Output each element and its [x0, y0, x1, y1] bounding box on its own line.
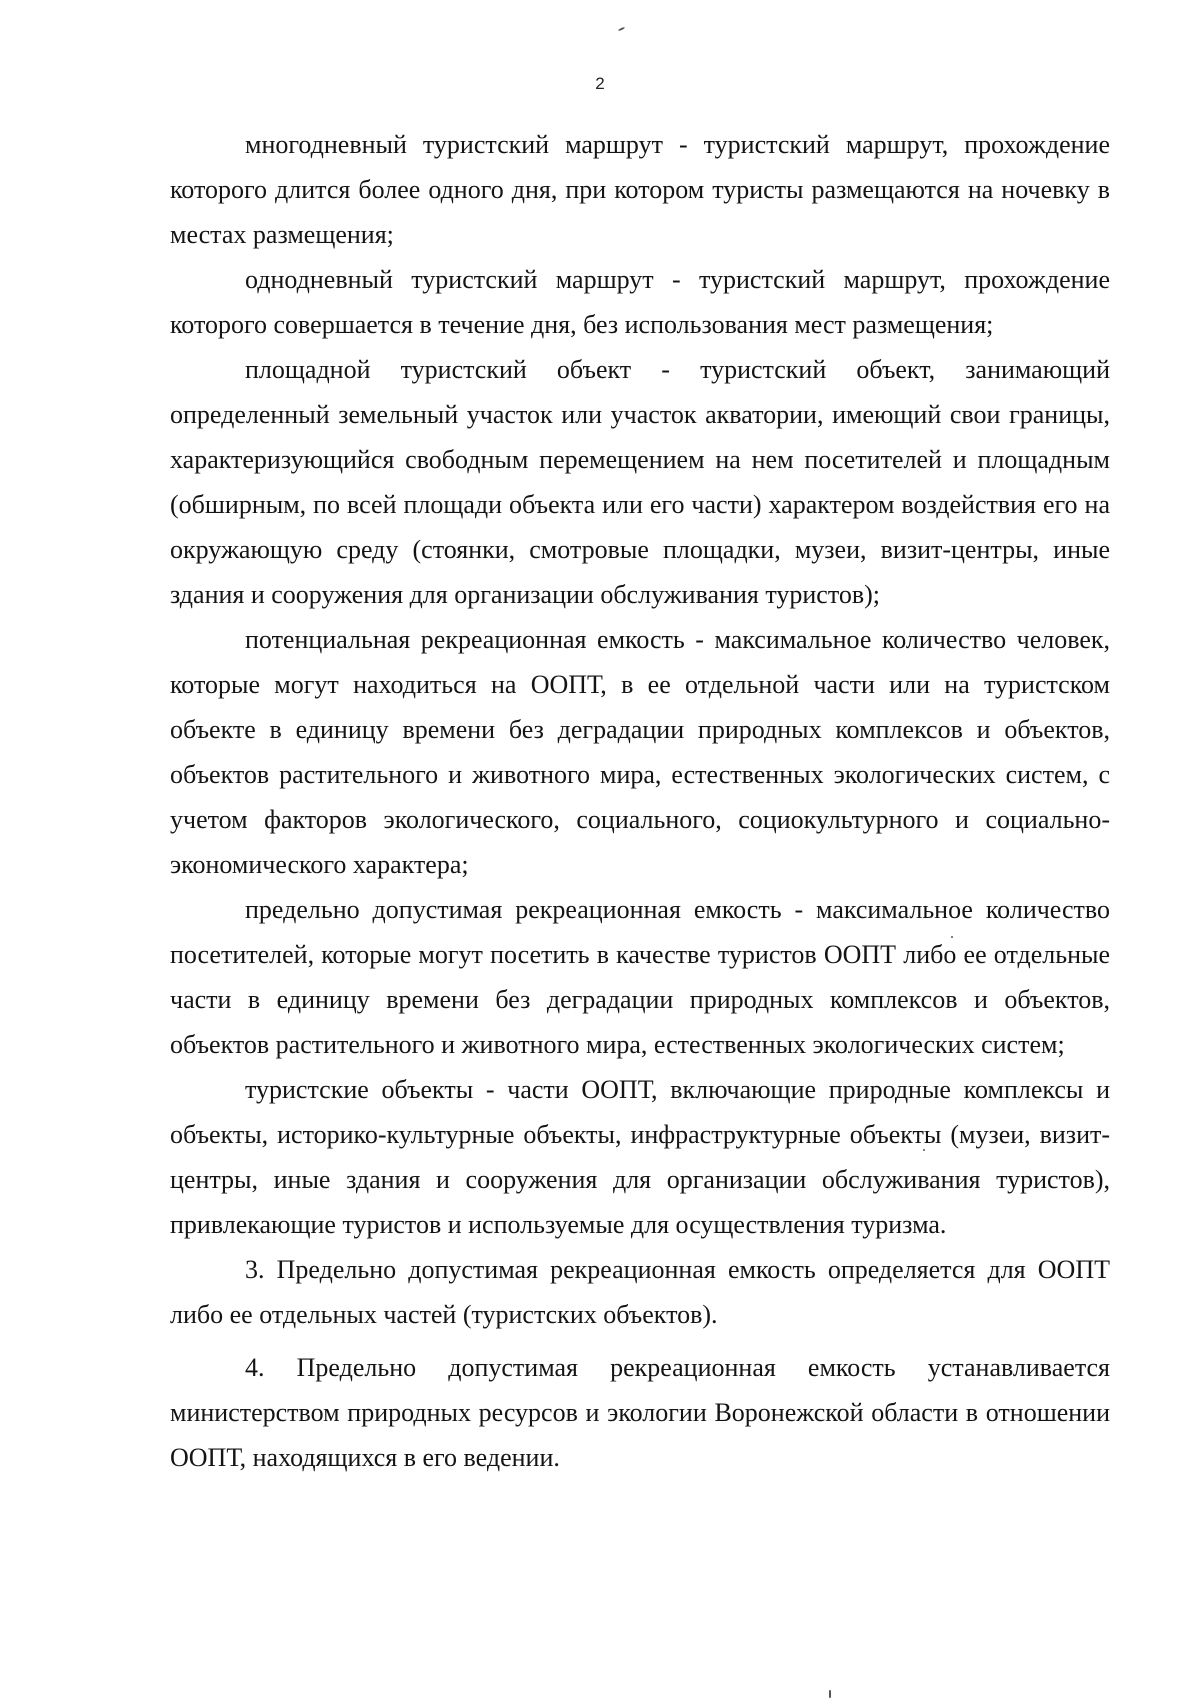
definition-oneday-route: однодневный туристский маршрут - туристский маршрут, прохождение которого совершается в течение дня, без использования мест размещения;	[170, 265, 1110, 339]
definition-multiday-route: многодневный туристский маршрут - туристский маршрут, прохождение которого длится более одного дня, при котором туристы размещаются на ночевку в местах размещения;	[170, 130, 1110, 249]
scan-speck	[618, 27, 625, 32]
definition-potential-capacity: потенциальная рекреационная емкость - максимальное количество человек, которые могут находиться на ООПТ, в ее отдельной части или на туристском объекте в единицу времени без деградации природных комплексов и объектов, объектов растительного и животного мира, естественных экологических систем, с учетом факторов экологического, социального, социокультурного и социально-экономического характера;	[170, 625, 1110, 879]
scan-speck	[829, 1690, 831, 1698]
scan-speck	[951, 936, 953, 938]
clause-3: 3. Предельно допустимая рекреационная емкость определяется для ООПТ либо ее отдельных частей (туристских объектов).	[170, 1255, 1110, 1329]
definition-tourist-objects: туристские объекты - части ООПТ, включающие природные комплексы и объекты, историко-культурные объекты, инфраструктурные объекты (музеи, визит-центры, иные здания и сооружения для организации обслуживания туристов), привлекающие туристов и используемые для осуществления туризма.	[170, 1075, 1110, 1239]
scan-speck	[923, 1149, 925, 1151]
document-body	[170, 122, 1110, 1480]
definition-max-permissible-capacity: предельно допустимая рекреационная емкость - максимальное количество посетителей, которые могут посетить в качестве туристов ООПТ либо ее отдельные части в единицу времени без деградации природных комплексов и объектов, объектов растительного и животного мира, естественных экологических систем;	[170, 895, 1110, 1059]
clause-4: 4. Предельно допустимая рекреационная емкость устанавливается министерством природных ресурсов и экологии Воронежской области в отношении ООПТ, находящихся в его ведении.	[170, 1353, 1110, 1472]
definition-area-tourist-object: площадной туристский объект - туристский объект, занимающий определенный земельный участок или участок акватории, имеющий свои границы, характеризующийся свободным перемещением на нем посетителей и площадным (обширным, по всей площади объекта или его части) характером воздействия его на окружающую среду (стоянки, смотровые площадки, музеи, визит-центры, иные здания и сооружения для организации обслуживания туристов);	[170, 355, 1110, 609]
page-number: 2	[595, 74, 605, 93]
